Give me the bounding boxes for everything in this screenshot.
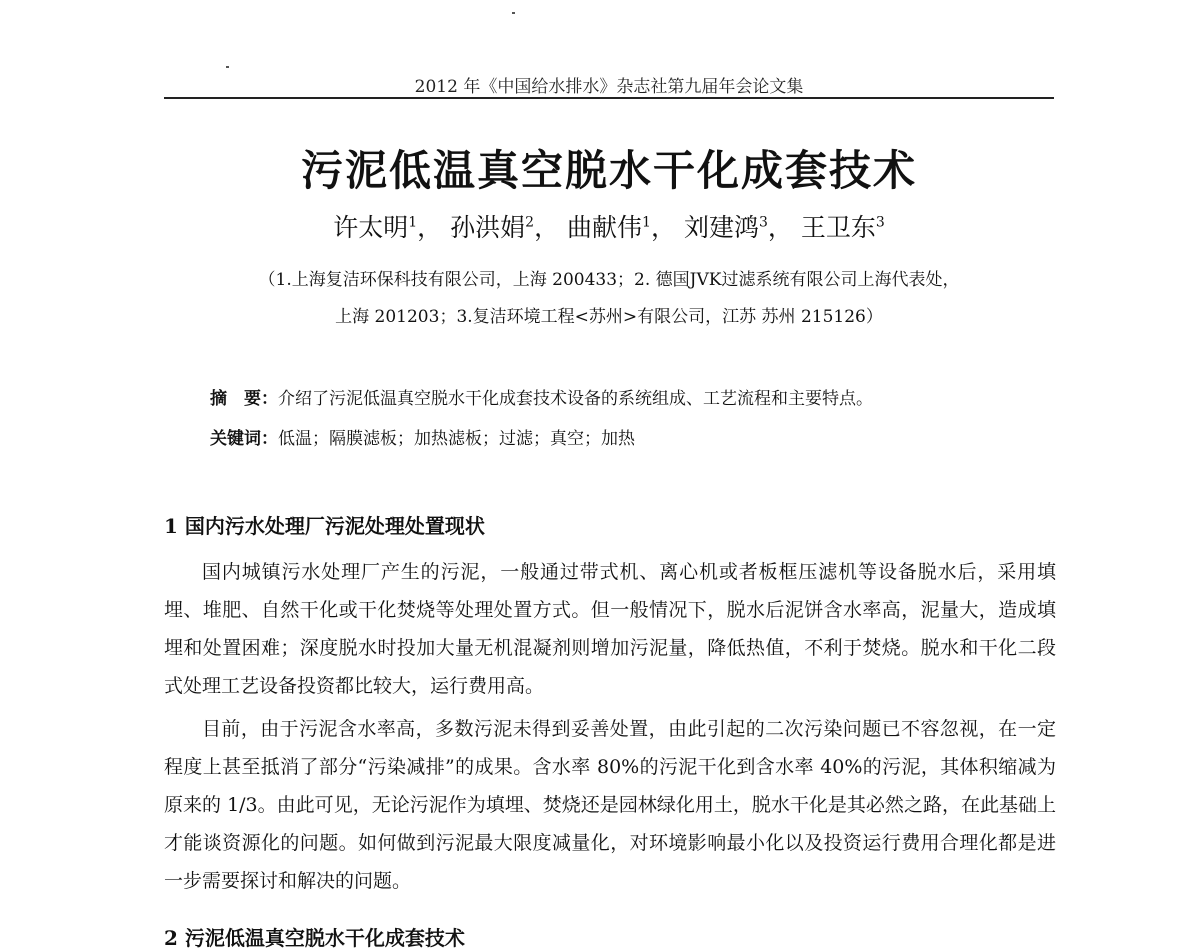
author-separator: ， xyxy=(417,213,443,242)
paper-title: 污泥低温真空脱水干化成套技术 xyxy=(300,146,917,195)
abstract-text: 介绍了污泥低温真空脱水干化成套技术设备的系统组成、工艺流程和主要特点。 xyxy=(278,389,873,409)
affiliation-line: 上海 201203；3.复洁环境工程<苏州>有限公司，江苏 苏州 215126） xyxy=(335,307,883,327)
section-heading: 1 国内污水处理厂污泥处理处置现状 xyxy=(164,514,485,538)
journal-header: 2012 年《中国给水排水》杂志社第九届年会论文集 xyxy=(414,77,804,97)
abstract xyxy=(210,384,1060,409)
body-paragraph: 国内城镇污水处理厂产生的污泥，一般通过带式机、离心机或者板框压滤机等设备脱水后，采用填埋、堆肥、自然干化或干化焚烧等处理处置方式。但一般情况下，脱水后泥饼含水率高，泥量大，造成填埋和处置困难；深度脱水时投加大量无机混凝剂则增加污泥量，降低热值，不利于焚烧。脱水和干化二段式处理工艺设备投资都比较大，运行费用高。 xyxy=(164,561,1056,697)
author-affiliation-mark: 3 xyxy=(875,214,885,231)
author-separator: ， xyxy=(534,213,560,242)
scan-speck xyxy=(512,12,515,14)
author-name: 孙洪娟 xyxy=(450,213,526,242)
author-affiliation-mark: 1 xyxy=(642,214,651,231)
body-paragraph: 目前，由于污泥含水率高，多数污泥未得到妥善处置，由此引起的二次污染问题已不容忽视，在一定程度上甚至抵消了部分“污染减排”的成果。含水率 80%的污泥干化到含水率 40%的污泥，其体积缩减为原来的 1/3。由此可见，无论污泥作为填埋、焚烧还是园林绿化用土，脱水干化是其必然之路，在此基础上才能谈资源化的问题。如何做到污泥最大限度减量化，对环境影响最小化以及投资运行费用合理化都是进一步需要探讨和解决的问题。 xyxy=(164,718,1056,892)
author-separator: ， xyxy=(650,213,676,242)
author-affiliation-mark: 1 xyxy=(408,214,418,231)
header-rule xyxy=(164,97,1054,99)
author-affiliation-mark: 3 xyxy=(758,214,768,231)
section-heading: 2 污泥低温真空脱水干化成套技术 xyxy=(164,926,465,950)
affiliation-line: （1.上海复洁环保科技有限公司，上海 200433；2. 德国JVK过滤系统有限公司上海代表处， xyxy=(258,270,960,290)
keywords-label: 关键词： xyxy=(210,429,278,449)
scan-speck xyxy=(226,66,229,68)
author-name: 曲献伟 xyxy=(567,213,643,242)
keywords xyxy=(210,424,1060,449)
author-separator: ， xyxy=(767,213,793,242)
author-affiliation-mark: 2 xyxy=(525,214,535,231)
abstract-label: 摘 要： xyxy=(210,389,278,409)
author-name: 刘建鸿 xyxy=(683,213,759,242)
author-name: 王卫东 xyxy=(800,213,876,242)
author-list xyxy=(164,208,1054,244)
keywords-text: 低温；隔膜滤板；加热滤板；过滤；真空；加热 xyxy=(278,429,635,449)
author-name: 许太明 xyxy=(333,213,409,242)
